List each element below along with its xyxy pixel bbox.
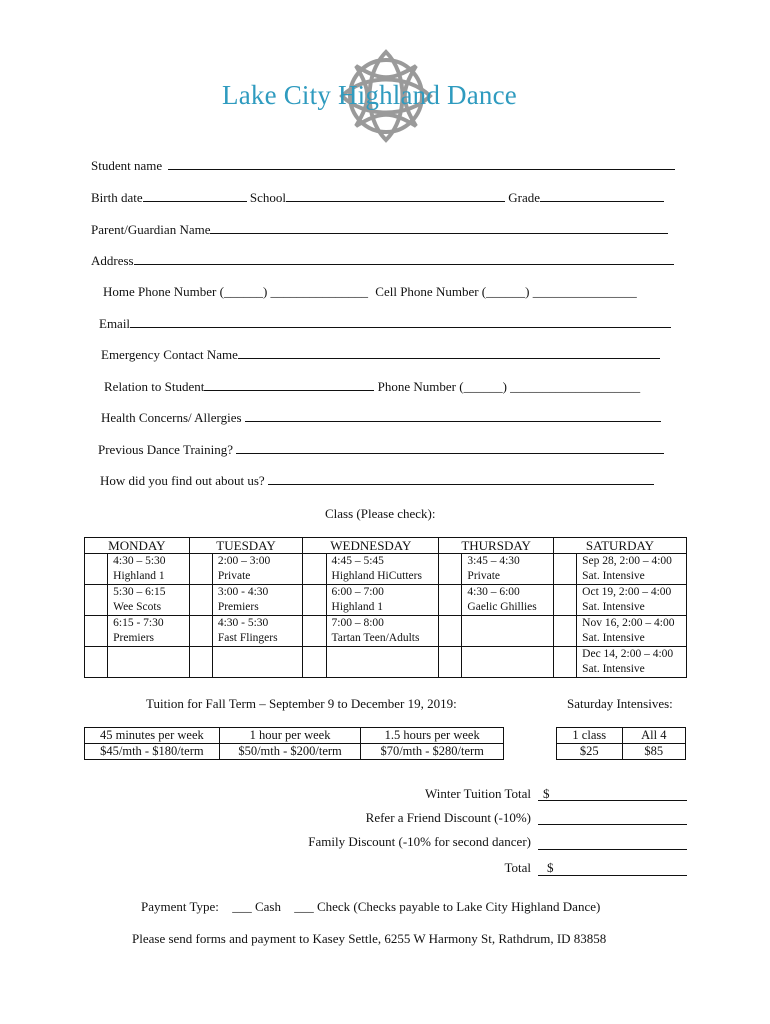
grade-label: Grade <box>508 190 541 205</box>
cell-phone-field[interactable]: Cell Phone Number (______) ________________ <box>375 284 637 299</box>
class-time: Nov 16, 2:00 – 4:00 <box>582 617 675 629</box>
intensives-header-row <box>557 728 686 744</box>
intensives-heading: Saturday Intensives: <box>567 696 673 711</box>
schedule-row <box>85 554 687 585</box>
health-row[interactable] <box>101 410 661 426</box>
intensives-price: $25 <box>557 744 623 760</box>
grade-field[interactable] <box>540 190 664 202</box>
emergency-field[interactable] <box>238 347 660 359</box>
class-name: Highland 1 <box>331 601 383 613</box>
class-cell-monday <box>108 554 190 585</box>
class-name: Sat. Intensive <box>582 601 645 613</box>
schedule-row <box>85 585 687 616</box>
class-time: 4:30 – 6:00 <box>467 586 520 598</box>
school-field[interactable] <box>286 190 505 202</box>
intensives-price: $85 <box>622 744 685 760</box>
student-name-row[interactable] <box>91 158 675 174</box>
class-time: 6:00 – 7:00 <box>331 586 384 598</box>
class-time: 4:30 – 5:30 <box>113 555 166 567</box>
relation-field[interactable] <box>204 379 374 391</box>
intensives-table <box>556 727 686 760</box>
previous-training-label: Previous Dance Training? <box>98 442 234 457</box>
refer-discount-label: Refer a Friend Discount (-10%) <box>365 810 531 825</box>
class-cell-monday <box>108 585 190 616</box>
class-cell-tuesday <box>212 554 303 585</box>
previous-training-row[interactable] <box>98 442 664 458</box>
class-time: 7:00 – 8:00 <box>331 617 384 629</box>
payment-type-label: Payment Type: <box>141 899 219 914</box>
day-header-saturday: SATURDAY <box>554 538 687 554</box>
tuition-header-row <box>85 728 504 744</box>
class-checkbox-wednesday[interactable] <box>303 585 326 616</box>
class-checkbox-thursday[interactable] <box>439 585 462 616</box>
email-row[interactable] <box>99 316 671 332</box>
day-header-thursday: THURSDAY <box>439 538 554 554</box>
day-header-tuesday: TUESDAY <box>189 538 303 554</box>
address-label: Address <box>91 253 134 268</box>
home-phone-field[interactable]: Home Phone Number (______) _______________ <box>103 284 369 299</box>
class-name: Tartan Teen/Adults <box>331 632 420 644</box>
cash-option[interactable]: ___ Cash <box>232 899 281 914</box>
class-name: Fast Flingers <box>217 632 278 644</box>
class-cell-wednesday <box>326 616 439 647</box>
class-checkbox-monday <box>85 647 108 678</box>
schedule-header-row <box>85 538 687 554</box>
parent-field[interactable] <box>210 222 668 234</box>
class-checkbox-saturday[interactable] <box>554 616 577 647</box>
tuition-header: 1 hour per week <box>219 728 361 744</box>
phone-field[interactable]: Phone Number (______) ____________________ <box>377 379 641 394</box>
total-label: Total <box>504 860 531 875</box>
payment-type-row <box>141 899 600 915</box>
class-checkbox-wednesday[interactable] <box>303 554 326 585</box>
winter-total-label: Winter Tuition Total <box>425 786 531 801</box>
class-checkbox-monday[interactable] <box>85 616 108 647</box>
winter-total-field[interactable] <box>538 800 687 801</box>
class-name: Sat. Intensive <box>582 570 645 582</box>
previous-training-field[interactable] <box>236 442 664 454</box>
class-checkbox-tuesday[interactable] <box>189 554 212 585</box>
class-time: Dec 14, 2:00 – 4:00 <box>582 648 674 660</box>
mailing-instructions: Please send forms and payment to Kasey Settle, 6255 W Harmony St, Rathdrum, ID 83858 <box>132 931 607 946</box>
class-cell-wednesday <box>326 585 439 616</box>
class-cell-thursday <box>462 616 554 647</box>
address-field[interactable] <box>134 253 674 265</box>
class-time: 3:00 - 4:30 <box>217 586 269 598</box>
class-name: Sat. Intensive <box>582 632 645 644</box>
address-row[interactable] <box>91 253 674 269</box>
parent-row[interactable] <box>91 222 668 238</box>
intensives-price-row <box>557 744 686 760</box>
class-name: Private <box>467 570 500 582</box>
tuition-price: $50/mth - $200/term <box>219 744 361 760</box>
class-time: Oct 19, 2:00 – 4:00 <box>582 586 672 598</box>
health-field[interactable] <box>245 410 661 422</box>
class-cell-tuesday <box>212 647 303 678</box>
organization-title: Lake City Highland Dance <box>222 80 517 110</box>
class-name: Premiers <box>113 632 155 644</box>
emergency-label: Emergency Contact Name <box>101 347 238 362</box>
birth-date-field[interactable] <box>143 190 247 202</box>
referral-source-row[interactable] <box>100 473 654 489</box>
tuition-price: $45/mth - $180/term <box>85 744 220 760</box>
class-cell-wednesday <box>326 647 439 678</box>
birth-date-label: Birth date <box>91 190 143 205</box>
class-cell-saturday <box>577 554 687 585</box>
schedule-row <box>85 647 687 678</box>
class-cell-saturday <box>577 616 687 647</box>
phone-row[interactable] <box>103 284 637 300</box>
class-heading: Class (Please check): <box>325 506 436 521</box>
class-checkbox-saturday[interactable] <box>554 554 577 585</box>
email-label: Email <box>99 316 131 331</box>
tuition-header: 45 minutes per week <box>85 728 220 744</box>
check-option[interactable]: ___ Check (Checks payable to Lake City Highland Dance) <box>294 899 601 914</box>
relation-row[interactable] <box>104 379 640 395</box>
class-name: Gaelic Ghillies <box>467 601 537 613</box>
class-checkbox-wednesday <box>303 647 326 678</box>
class-name: Wee Scots <box>113 601 162 613</box>
class-time: 6:15 - 7:30 <box>113 617 164 629</box>
family-discount-field[interactable] <box>538 849 687 850</box>
schedule-row <box>85 616 687 647</box>
class-checkbox-tuesday <box>189 647 212 678</box>
class-checkbox-monday[interactable] <box>85 585 108 616</box>
tuition-price-row <box>85 744 504 760</box>
class-cell-saturday <box>577 647 687 678</box>
class-checkbox-thursday <box>439 647 462 678</box>
intensives-header: 1 class <box>557 728 623 744</box>
student-name-field[interactable] <box>168 158 675 170</box>
class-checkbox-thursday <box>439 616 462 647</box>
parent-label: Parent/Guardian Name <box>91 222 211 237</box>
class-checkbox-tuesday[interactable] <box>189 585 212 616</box>
class-time: 4:45 – 5:45 <box>331 555 384 567</box>
total-field[interactable] <box>538 875 687 876</box>
class-checkbox-wednesday[interactable] <box>303 616 326 647</box>
class-cell-wednesday <box>326 554 439 585</box>
class-time: 2:00 – 3:00 <box>217 555 271 567</box>
class-cell-tuesday <box>212 616 303 647</box>
tuition-price: $70/mth - $280/term <box>361 744 504 760</box>
school-label: School <box>249 190 287 205</box>
class-cell-monday <box>108 616 190 647</box>
class-cell-monday <box>108 647 190 678</box>
family-discount-label: Family Discount (-10% for second dancer) <box>308 834 531 849</box>
class-cell-thursday <box>462 554 554 585</box>
class-cell-thursday <box>462 647 554 678</box>
referral-source-field[interactable] <box>268 473 654 485</box>
intensives-header: All 4 <box>622 728 685 744</box>
day-header-wednesday: WEDNESDAY <box>303 538 439 554</box>
total-currency: $ <box>547 860 554 875</box>
class-checkbox-saturday[interactable] <box>554 585 577 616</box>
email-field[interactable] <box>130 316 671 328</box>
class-name: Premiers <box>217 601 259 613</box>
class-time: 4:30 - 5:30 <box>217 617 269 629</box>
class-checkbox-saturday[interactable] <box>554 647 577 678</box>
class-time: Sep 28, 2:00 – 4:00 <box>582 555 672 567</box>
class-checkbox-monday[interactable] <box>85 554 108 585</box>
day-header-monday: MONDAY <box>85 538 190 554</box>
student-name-label: Student name <box>91 158 163 173</box>
refer-discount-field[interactable] <box>538 824 687 825</box>
tuition-table <box>84 727 504 760</box>
winter-total-currency: $ <box>543 786 550 801</box>
class-name: Highland 1 <box>113 570 165 582</box>
class-cell-tuesday <box>212 585 303 616</box>
class-cell-thursday <box>462 585 554 616</box>
class-schedule-table <box>84 537 687 678</box>
tuition-header: 1.5 hours per week <box>361 728 504 744</box>
class-cell-saturday <box>577 585 687 616</box>
referral-source-label: How did you find out about us? <box>100 473 265 488</box>
emergency-row[interactable] <box>101 347 660 363</box>
class-name: Sat. Intensive <box>582 663 645 675</box>
class-name: Highland HiCutters <box>331 570 422 582</box>
class-name: Private <box>217 570 251 582</box>
relation-label: Relation to Student <box>104 379 205 394</box>
health-label: Health Concerns/ Allergies <box>101 410 242 425</box>
class-checkbox-thursday[interactable] <box>439 554 462 585</box>
class-checkbox-tuesday[interactable] <box>189 616 212 647</box>
class-time: 5:30 – 6:15 <box>113 586 166 598</box>
tuition-heading: Tuition for Fall Term – September 9 to December 19, 2019: <box>146 696 457 711</box>
class-time: 3:45 – 4:30 <box>467 555 520 567</box>
birth-school-grade-row[interactable] <box>91 190 664 206</box>
